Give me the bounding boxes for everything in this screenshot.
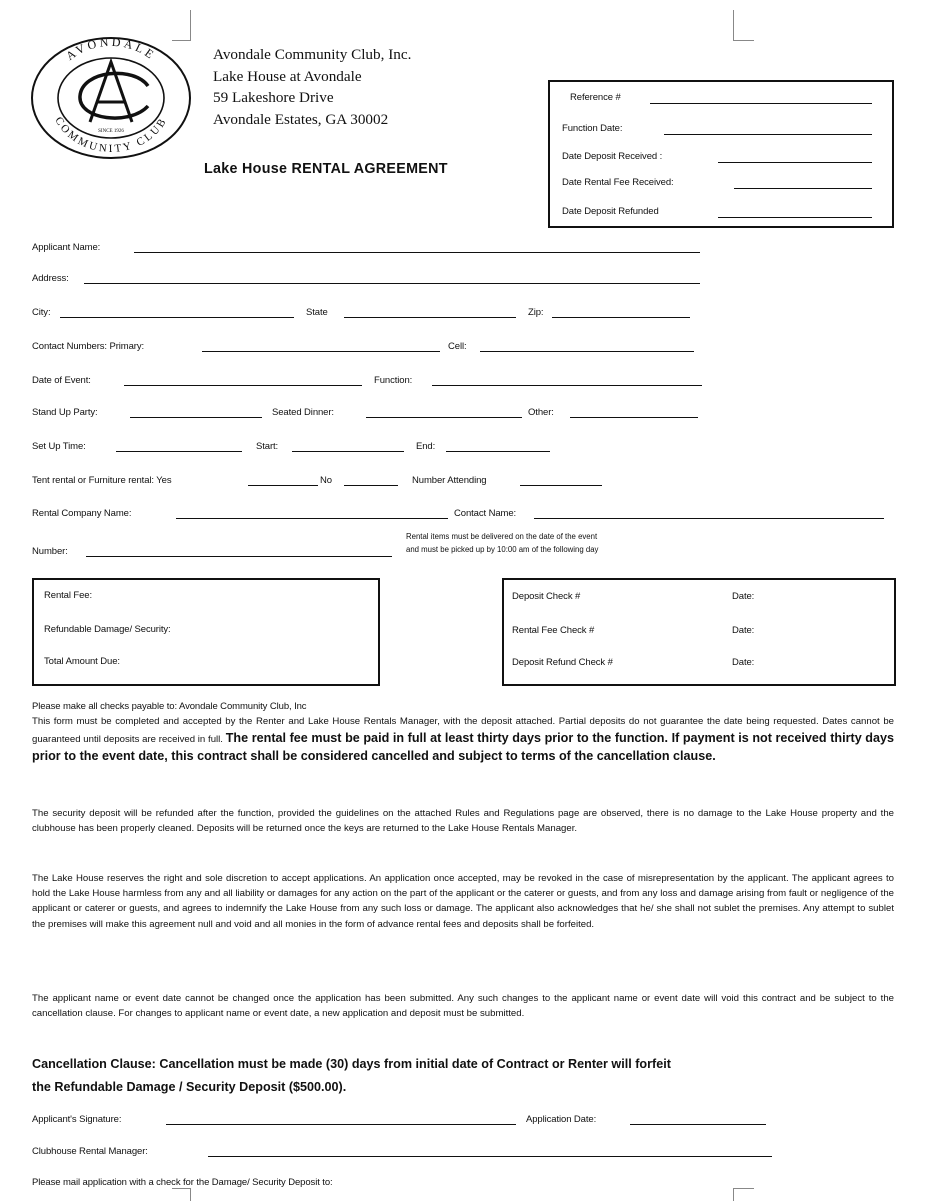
seated-dinner-label: Seated Dinner: [272, 407, 334, 418]
manager-label: Clubhouse Rental Manager: [32, 1146, 148, 1157]
address-label: Address: [32, 273, 69, 284]
city-field[interactable] [60, 317, 294, 318]
rental-fee-check-date-label: Date: [732, 625, 755, 636]
paragraph-reservation-rights: The Lake House reserves the right and sole discretion to accept applications. An application once accepted, may be revoked in the case of misrepresentation by the applicant. The applicant agrees to hold the Lake House harmless from any and all liability or damages for any action on the part of the applicant or the caterer or guests, and from any loss and damage arising from fault or negligence of the applicant or caterer or guests, and agrees to indemnify the Lake House from any such loss or damage. The applicant also acknowledges that he/ she shall not sublet the premises. Any attempt to sublet the premises will make this agreement null and void and all monies in the form of advance rental fees and deposits shall be forfeited. [32, 873, 894, 930]
deposit-check-label: Deposit Check # [512, 591, 581, 602]
end-label: End: [416, 441, 436, 452]
payable-note: Please make all checks payable to: Avondale Community Club, Inc [32, 701, 307, 712]
deposit-received-field[interactable] [718, 162, 872, 163]
svg-text:COMMUNITY CLUB: COMMUNITY CLUB [52, 114, 170, 156]
contact-primary-field[interactable] [202, 351, 440, 352]
rental-fee-received-field[interactable] [734, 188, 872, 189]
signature-field[interactable] [166, 1124, 516, 1125]
corner-mark-bottom-right [733, 1188, 754, 1201]
rental-fee-received-label: Date Rental Fee Received: [562, 177, 674, 188]
stand-up-party-label: Stand Up Party: [32, 407, 98, 418]
org-name: Avondale Community Club, Inc. [213, 46, 412, 63]
deposit-terms-text: This form must be completed and accepted by the Renter and Lake House Rentals Manager, with the deposit attached. Partial deposits do not guarantee the date being requested. Dates cannot be guaranteed until deposits are received in full. [32, 716, 894, 746]
org-address [213, 44, 411, 130]
function-label: Function: [374, 375, 413, 386]
org-location: Lake House at Avondale [213, 67, 362, 85]
cancellation-clause-line-1: Cancellation Clause: Cancellation must be made (30) days from initial date of Contract or Renter will forfeit [32, 1057, 671, 1071]
reference-label: Reference # [570, 92, 621, 103]
paragraph-name-change: The applicant name or event date cannot be changed once the application has been submitted. Any such changes to the applicant name or event date will void this contract and be subject to the cancellation clause. For changes to applicant name or event date, a new application and deposit must be submitted. [32, 993, 894, 1020]
cell-label: Cell: [448, 341, 467, 352]
number-attending-field[interactable] [520, 485, 602, 486]
rental-fee-label: Rental Fee: [44, 590, 93, 601]
total-due-label: Total Amount Due: [44, 656, 120, 667]
refundable-deposit-label: Refundable Damage/ Security: [44, 624, 171, 635]
applicant-name-label: Applicant Name: [32, 242, 101, 253]
manager-field[interactable] [208, 1156, 772, 1157]
deposit-refunded-field[interactable] [718, 217, 872, 218]
mail-instructions: Please mail application with a check for the Damage/ Security Deposit to: [32, 1177, 333, 1188]
svg-text:AVONDALE: AVONDALE [63, 36, 159, 64]
reference-field[interactable] [650, 103, 872, 104]
corner-mark-bottom-left [172, 1188, 191, 1201]
refund-check-date-label: Date: [732, 657, 755, 668]
rental-note-line-1: Rental items must be delivered on the date of the event [406, 532, 598, 541]
contact-name-field[interactable] [534, 518, 884, 519]
start-field[interactable] [292, 451, 404, 452]
refund-check-label: Deposit Refund Check # [512, 657, 613, 668]
number-field[interactable] [86, 556, 392, 557]
deposit-received-label: Date Deposit Received : [562, 151, 663, 162]
signature-label: Applicant's Signature: [32, 1114, 122, 1125]
paragraph-deposit-terms [32, 714, 894, 766]
number-attending-label: Number Attending [412, 475, 487, 486]
state-label: State [306, 307, 328, 318]
rental-delivery-note [406, 530, 598, 556]
rental-company-label: Rental Company Name: [32, 508, 132, 519]
zip-field[interactable] [552, 317, 690, 318]
rental-company-field[interactable] [176, 518, 448, 519]
contact-name-label: Contact Name: [454, 508, 517, 519]
tent-rental-no-field[interactable] [344, 485, 398, 486]
city-label: City: [32, 307, 51, 318]
other-label: Other: [528, 407, 554, 418]
applicant-name-field[interactable] [134, 252, 700, 253]
corner-mark-top-right [733, 10, 754, 41]
application-date-label: Application Date: [526, 1114, 597, 1125]
cell-field[interactable] [480, 351, 694, 352]
seated-dinner-field[interactable] [366, 417, 522, 418]
club-logo [30, 36, 192, 160]
date-of-event-field[interactable] [124, 385, 362, 386]
org-city: Avondale Estates, GA 30002 [213, 110, 389, 128]
tent-rental-yes-field[interactable] [248, 485, 318, 486]
rental-note-line-2: and must be picked up by 10:00 am of the following day [406, 545, 599, 554]
stand-up-party-field[interactable] [130, 417, 262, 418]
number-label: Number: [32, 546, 68, 557]
deposit-refunded-label: Date Deposit Refunded [562, 206, 659, 217]
function-date-field[interactable] [664, 134, 872, 135]
no-label: No [320, 475, 332, 486]
date-of-event-label: Date of Event: [32, 375, 91, 386]
svg-text:SINCE 1926: SINCE 1926 [98, 129, 124, 134]
tent-rental-label: Tent rental or Furniture rental: Yes [32, 475, 172, 486]
paragraph-security-deposit: The security deposit will be refunded after the function, provided the guidelines on the attached Rules and Regulations page are observed, there is no damage to the Lake House property and the clubhouse has been properly cleaned. Deposits will be returned once the keys are returned to the Lake House Rentals Manager. [32, 808, 894, 835]
document-title: Lake House RENTAL AGREEMENT [204, 161, 448, 177]
deposit-check-date-label: Date: [732, 591, 755, 602]
other-field[interactable] [570, 417, 698, 418]
contact-primary-label: Contact Numbers: Primary: [32, 341, 145, 352]
application-date-field[interactable] [630, 1124, 766, 1125]
org-street: 59 Lakeshore Drive [213, 89, 334, 106]
rental-fee-terms-text: The rental fee must be paid in full at least thirty days prior to the function. If payment is not received thirty days prior to the event date, this contract shall be considered cancelled and subject to terms of the cancellation clause. [32, 731, 894, 764]
set-up-time-field[interactable] [116, 451, 242, 452]
zip-label: Zip: [528, 307, 544, 318]
end-field[interactable] [446, 451, 550, 452]
cancellation-clause-line-2: the Refundable Damage / Security Deposit ($500.00). [32, 1080, 347, 1094]
address-field[interactable] [84, 283, 700, 284]
rental-fee-check-label: Rental Fee Check # [512, 625, 595, 636]
function-date-label: Function Date: [562, 123, 623, 134]
start-label: Start: [256, 441, 279, 452]
state-field[interactable] [344, 317, 516, 318]
set-up-time-label: Set Up Time: [32, 441, 86, 452]
function-field[interactable] [432, 385, 702, 386]
